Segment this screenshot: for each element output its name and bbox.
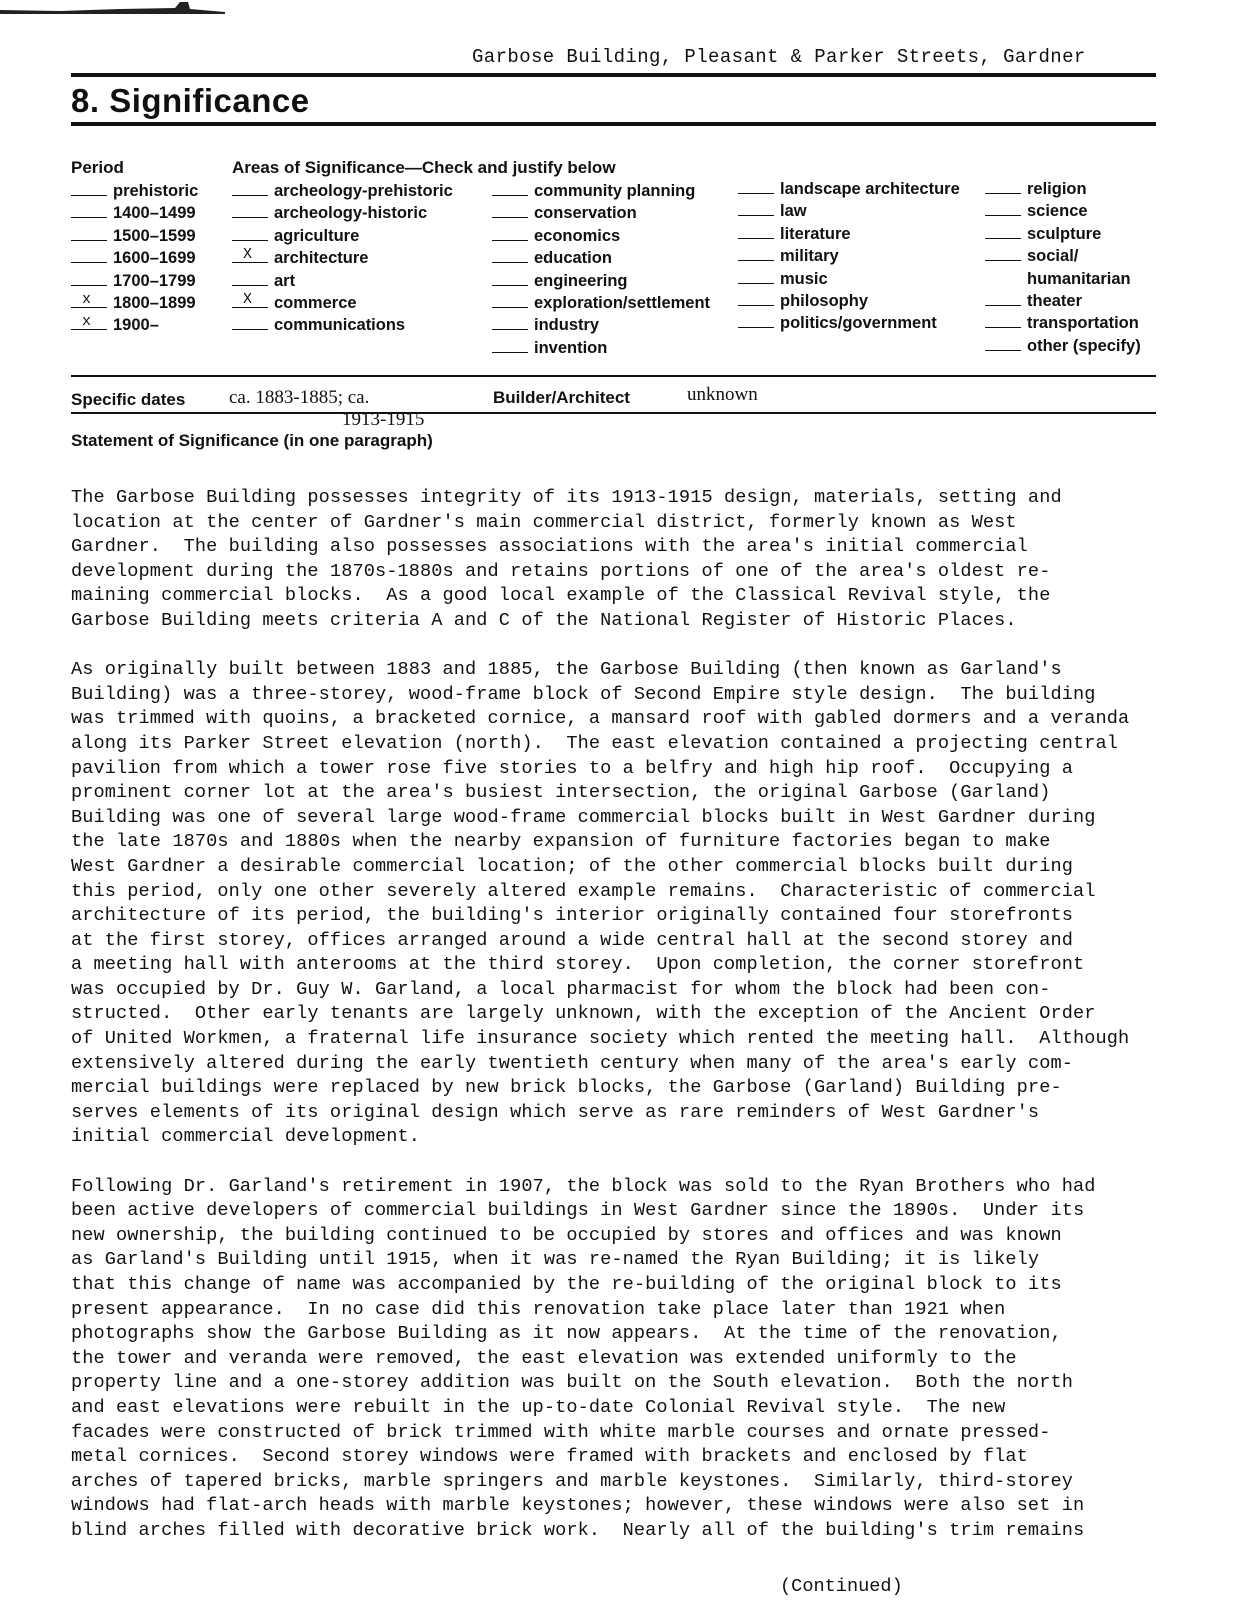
checkbox-blank [738, 269, 774, 284]
checkbox-blank [71, 290, 107, 308]
checkbox-blank [738, 224, 774, 239]
checklist-item-label: art [274, 271, 296, 290]
checklist-item-label: industry [534, 316, 600, 335]
areas-column-1 [232, 180, 453, 337]
checkbox-blank [492, 315, 528, 330]
check-mark: X [243, 246, 253, 264]
checklist-item-label: 1500–1599 [113, 226, 196, 245]
checklist-item-label: philosophy [780, 291, 868, 310]
checklist-item [985, 290, 1141, 312]
checklist-item-label: transportation [1027, 314, 1139, 333]
checklist-item [985, 312, 1141, 334]
statement-body [71, 486, 1226, 1568]
checkbox-blank [738, 291, 774, 306]
checkbox-blank [232, 315, 268, 330]
checklist-item [985, 245, 1141, 267]
check-mark: x [82, 313, 92, 331]
specific-dates-value-continued: 1913-1915 [342, 409, 425, 430]
checklist-item [738, 312, 960, 334]
checkbox-blank [492, 203, 528, 218]
checklist-item [492, 292, 710, 314]
checklist-item-label: communications [274, 316, 406, 335]
checklist-item-label: prehistoric [113, 182, 199, 200]
checklist-item [738, 200, 960, 222]
checklist-item [232, 247, 453, 269]
checklist-item [985, 223, 1141, 245]
continued-note: (Continued) [780, 1576, 903, 1597]
checklist-item-label: religion [1027, 180, 1087, 198]
checkbox-blank [492, 248, 528, 263]
check-mark: x [82, 290, 92, 308]
checkbox-blank [232, 271, 268, 286]
checkbox-blank [985, 313, 1021, 328]
period-heading: Period [71, 158, 124, 177]
checklist-item-label: architecture [274, 249, 369, 268]
checklist-item-label: humanitarian [1027, 269, 1131, 288]
checklist-item-label: education [534, 249, 612, 268]
areas-column-4 [985, 178, 1141, 357]
checklist-item-label: social/ [1027, 247, 1079, 266]
checklist-item [985, 200, 1141, 222]
checklist-item-label: economics [534, 226, 621, 245]
checklist-item-label: music [780, 269, 828, 288]
checkbox-blank [738, 201, 774, 216]
checklist-item [738, 223, 960, 245]
checklist-item-label: science [1027, 202, 1088, 221]
dates-rule [71, 412, 1156, 414]
check-mark: X [243, 290, 253, 308]
checklist-item [738, 268, 960, 290]
builder-architect-value: unknown [687, 384, 758, 405]
checkbox-blank [985, 336, 1021, 351]
checkbox-blank [232, 248, 268, 263]
builder-architect-label: Builder/Architect [493, 388, 630, 407]
checklist-item [232, 225, 453, 247]
areas-column-3 [738, 178, 960, 335]
areas-heading: Areas of Significance—Check and justify below [232, 158, 616, 177]
checklist-item [232, 314, 453, 336]
checklist-item [492, 225, 710, 247]
checkbox-blank [71, 271, 107, 286]
checklist-item [232, 270, 453, 292]
checklist-item-label: landscape architecture [780, 180, 960, 198]
top-rule [71, 73, 1156, 77]
checklist-item-label: other (specify) [1027, 336, 1141, 355]
checkbox-blank [492, 181, 528, 196]
checklist-item-label: literature [780, 224, 851, 243]
checkbox-blank [71, 226, 107, 241]
checklist-item-label: commerce [274, 293, 357, 312]
checkbox-blank [985, 179, 1021, 194]
checklist-item [232, 202, 453, 224]
checklist-item-label: conservation [534, 204, 637, 223]
checklist-item-label: 1600–1699 [113, 249, 196, 268]
checklist-item [492, 270, 710, 292]
title-rule [71, 122, 1156, 126]
checklist-item [71, 180, 198, 202]
checklist-item-label: 1400–1499 [113, 204, 196, 223]
checklist-item-label: 1700–1799 [113, 271, 196, 290]
checklist-item [985, 268, 1141, 290]
scan-artifact [0, 0, 225, 14]
statement-paragraph-2: As originally built between 1883 and 1885, the Garbose Building (then known as Garland's Building) was a three-storey, wood-frame block of Second Empire style design. The building was trimmed with quoins, a bracketed cornice, a mansard roof with gabled dormers and a veranda along its Parker Street elevation (north). The east elevation contained a projecting central pavilion from which a tower rose five stories to a belfry and high hip roof. Occupying a prominent corner lot at the area's busiest intersection, the original Garbose (Garland) Building was one of several large wood-frame commercial blocks built in West Gardner during the late 1870s and 1880s when the nearby expansion of furniture factories began to make West Gardner a desirable commercial location; of the other commercial blocks built during this period, only one other severely altered example remains. Characteristic of commercial architecture of its period, the building's interior originally contained four storefronts at the first storey, offices arranged around a wide central hall at the second storey and a meeting hall with anterooms at the third storey. Upon completion, the corner storefront was occupied by Dr. Guy W. Garland, a local pharmacist for whom the block had been con- structed. Other early tenants are largely unknown, with the exception of the Ancient Order of United Workmen, a fraternal life insurance society which rented the meeting hall. Although extensively altered during the early twentieth century when many of the area's early com- mercial buildings were replaced by new brick blocks, the Garbose (Garland) Building pre- serves elements of its original design which serve as rare reminders of West Gardner's initial commercial development. [71, 659, 1130, 1148]
period-list [71, 180, 198, 337]
checklist-item-label: agriculture [274, 226, 360, 245]
checklist-item-label: archeology-historic [274, 204, 428, 223]
checkbox-blank [492, 271, 528, 286]
checklist-item [985, 178, 1141, 200]
checklist-item [492, 247, 710, 269]
checkbox-blank [985, 201, 1021, 216]
checklist-item [232, 292, 453, 314]
statement-paragraph-1: The Garbose Building possesses integrity of its 1913-1915 design, materials, setting and location at the center of Gardner's main commercial district, formerly known as West Gardner. The building also possesses associations with the area's initial commercial development during the 1870s-1880s and retains portions of one of the area's oldest re- maining commercial blocks. As a good local example of the Classical Revival style, the Garbose Building meets criteria A and C of the National Register of Historic Places. [71, 487, 1062, 631]
checkbox-blank [71, 203, 107, 218]
checklist-item [738, 245, 960, 267]
checkbox-blank [985, 224, 1021, 239]
checkbox-blank [71, 315, 107, 330]
section-title: 8. Significance [71, 82, 310, 119]
checklist-item-label: 1900– [113, 316, 159, 335]
checklist-item-label: engineering [534, 271, 628, 290]
checklist-item-label: community planning [534, 182, 696, 200]
checkbox-blank [738, 313, 774, 328]
checklist-item [71, 247, 198, 269]
checkbox-blank [492, 226, 528, 241]
checklist-item-label: law [780, 202, 807, 221]
checklist-item [738, 178, 960, 200]
checkbox-blank [71, 181, 107, 196]
checkbox-blank [232, 203, 268, 218]
checklist-item-label: invention [534, 338, 608, 357]
checkbox-blank [71, 248, 107, 263]
checklist-item-label: theater [1027, 291, 1083, 310]
statement-heading: Statement of Significance (in one paragraph) [71, 431, 433, 450]
location-line: Garbose Building, Pleasant & Parker Streets, Gardner [472, 46, 1086, 68]
checkbox-blank [232, 290, 268, 308]
checklist-item-label: archeology-prehistoric [274, 182, 453, 200]
checklist-item [232, 180, 453, 202]
checklist-item-label: military [780, 247, 839, 266]
checklist-item [492, 314, 710, 336]
checkbox-blank [232, 226, 268, 241]
areas-column-2 [492, 180, 710, 359]
areas-bottom-rule [71, 375, 1156, 377]
checklist-item [738, 290, 960, 312]
checklist-item [492, 337, 710, 359]
checklist-item-label: sculpture [1027, 224, 1102, 243]
checkbox-blank [738, 246, 774, 261]
checkbox-blank [232, 181, 268, 196]
checklist-item [492, 202, 710, 224]
checklist-item [71, 202, 198, 224]
checkbox-blank [985, 246, 1021, 261]
checklist-item [492, 180, 710, 202]
checklist-item [985, 335, 1141, 357]
checkbox-blank [492, 338, 528, 353]
checklist-item [71, 225, 198, 247]
statement-paragraph-3: Following Dr. Garland's retirement in 1907, the block was sold to the Ryan Brothers who had been active developers of commercial buildings in West Gardner since the 1890s. Under its new ownership, the building continued to be occupied by stores and offices and was known as Garland's Building until 1915, when it was re-named the Ryan Building; it is likely that this change of name was accompanied by the re-building of the original block to its present appearance. In no case did this renovation take place later than 1921 when photographs show the Garbose Building as it now appears. At the time of the renovation, the tower and veranda were removed, the east elevation was extended uniformly to the property line and a one-storey addition was built on the South elevation. Both the north and east elevations were rebuilt in the up-to-date Colonial Revival style. The new facades were constructed of brick trimmed with white marble courses and ornate pressed- metal cornices. Second storey windows were framed with brackets and enclosed by flat arches of tapered bricks, marble springers and marble keystones. Similarly, third-storey windows had flat-arch heads with marble keystones; however, these windows were also set in blind arches filled with decorative brick work. Nearly all of the building's trim remains [71, 1175, 1096, 1541]
checklist-item-label: politics/government [780, 314, 937, 333]
specific-dates-value: ca. 1883-1885; ca. [229, 387, 370, 408]
checklist-item-label: 1800–1899 [113, 293, 196, 312]
checklist-item-label: exploration/settlement [534, 293, 711, 312]
checkbox-blank [985, 291, 1021, 306]
checkbox-blank [492, 293, 528, 308]
checklist-item [71, 314, 198, 336]
specific-dates-label: Specific dates [71, 390, 186, 409]
checkbox-blank [738, 179, 774, 194]
